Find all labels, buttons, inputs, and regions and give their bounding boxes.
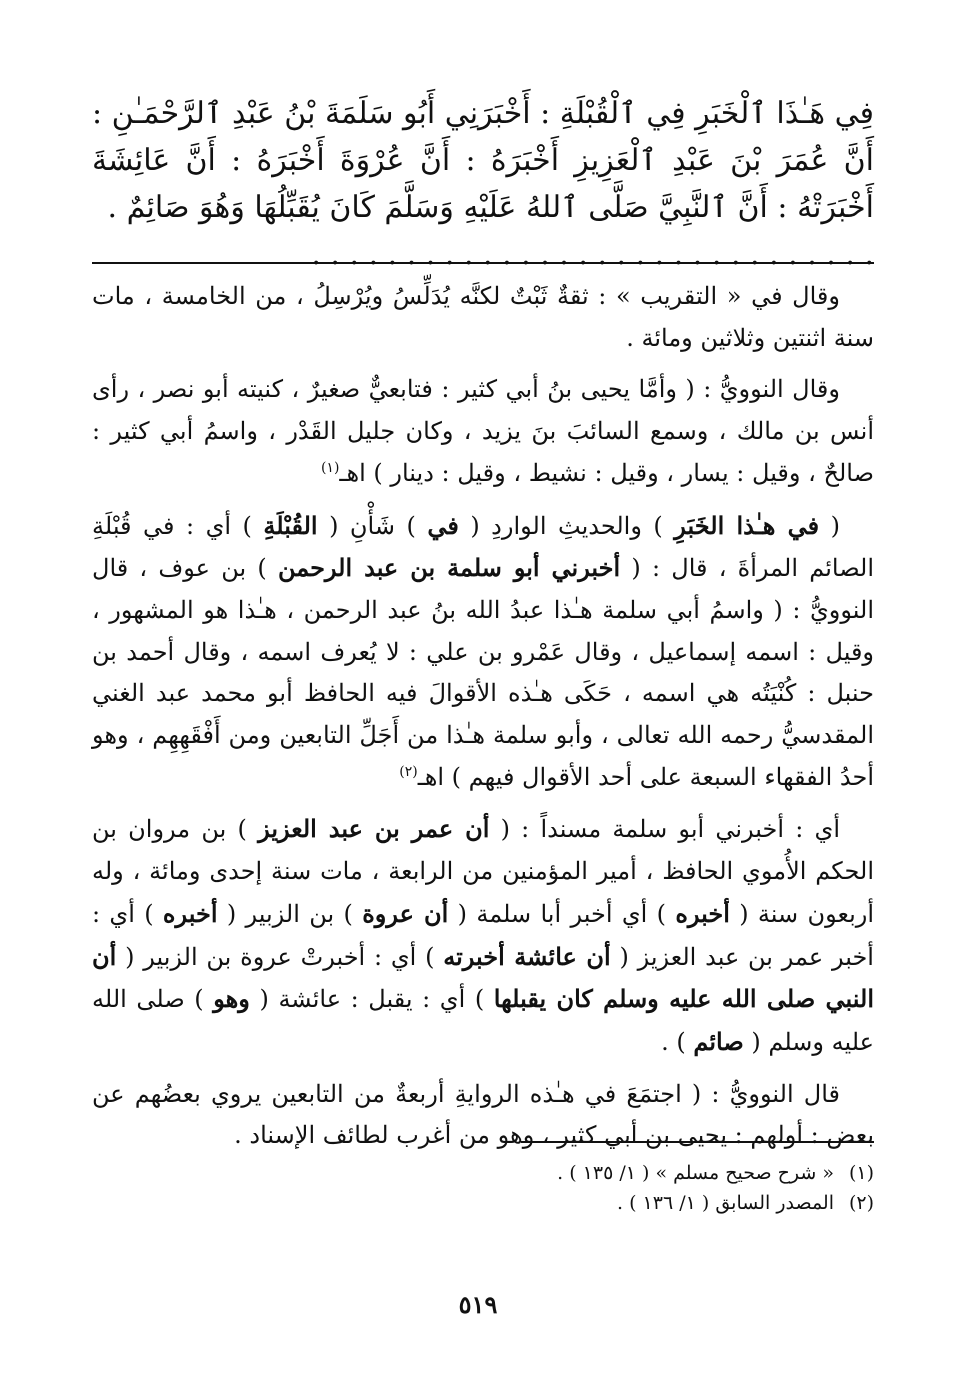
- footnote-text: المصدر السابق ( ١/ ١٣٦ ) .: [617, 1192, 834, 1214]
- footnote-ref-1[interactable]: (١): [320, 459, 340, 476]
- footnote-2: [92, 1188, 874, 1218]
- paragraph-taqrib: وقال في « التقريب » : ثقةٌ ثَبْتٌ لكنَّه يُدَلِّسُ ويُرْسِلُ ، من الخامسة ، مات سنة اثنتين وثلاثين ومائة .: [92, 282, 874, 352]
- footnote-ref-2[interactable]: (٢): [399, 763, 418, 780]
- matn-block: [92, 90, 874, 278]
- footnote-rule: [521, 1141, 874, 1143]
- footnote-1: [92, 1158, 874, 1188]
- separator-rule: [92, 262, 874, 264]
- dotted-line: . . . . . . . . . . . . . . . . . . . . . . . . . . . . . .: [311, 237, 874, 272]
- footnotes: [92, 1158, 874, 1218]
- footnote-number: (١): [848, 1162, 874, 1184]
- paragraph-nawawi-yahya: وقال النوويُّ : ( وأمَّا يحيى بنُ أبي كثير : فتابعيٌّ صغيرٌ ، كنيته أبو نصر ، رأى أنس بن مالك ، وسمع السائبَ بنَ يزيد ، وكان جليل القَدْر ، واسمُ أبي كثير : صالحٌ ، وقيل : يسار ، وقيل : نشيط ، وقيل : دينار ) اهـ$^{(١)}$: [92, 375, 874, 487]
- footnote-text: « شرح صحيح مسلم » ( ١/ ١٣٥ ) .: [557, 1162, 834, 1184]
- paragraph-isnad: أي : أخبرني أبو سلمة مسنداً : ( أن عمر بن عبد العزيز ) بن مروان بن الحكم الأُموي الحافظ ، أمير المؤمنين من الرابعة ، مات سنة إحدى ومائة ، وله أربعون سنة ( أخبره ) أي أخبر أبا سلمة ( أن عروة ) بن الزبير ( أخبره ) أي : أخبر عمر بن عبد العزيز ( أن عائشة أخبرته ) أي : أخبرتْ عروة بن الزبير ( أن النبي صلى الله عليه وسلم كان يقبلها ) أي : يقبل : عائشة ( وهو ) صلى الله عليه وسلم ( صائم ) .: [92, 814, 875, 1056]
- footnote-number: (٢): [848, 1192, 874, 1214]
- commentary: [92, 276, 874, 1167]
- page-number: ٥١٩: [458, 1290, 498, 1319]
- paragraph-qubla: ( في هـٰذا الخَبَرِ ) والحديثِ الواردِ ( في ) شَأْنِ ( القُبْلَةِ ) أي : في قُبْلَةِ الصائم المرأةَ ، قال : ( أخبرني أبو سلمة بن عبد الرحمن ) بن عوف ، قال النوويُّ : ( واسمُ أبي سلمة هـٰذا عبدُ الله بنُ عبد الرحمن ، هـٰذا هو المشهور ، وقيل : اسمه إسماعيل ، وقال عَمْرو بن علي : لا يُعرف اسمه ، وقال أحمد بن حنبل : كُنْيَتُه هي اسمه ، حَكَى هـٰذه الأقوالَ فيه الحافظ أبو محمد عبد الغني المقدسيُّ رحمه الله تعالى ، وأبو سلمة هـٰذا من أَجَلِّ التابعين ومن أَفْقَهِهِم ، وهو أحدُ الفقهاء السبعة على أحد الأقوال فيهم ) اهـ$^{(٢)}$: [92, 510, 874, 791]
- hadith-text: فِي هَـٰذَا ٱلْخَبَرِ فِي ٱلْقُبْلَةِ : أَخْبَرَنِي أَبُو سَلَمَةَ بْنُ عَبْدِ ٱلرَّحْمَـٰنِ : أَنَّ عُمَرَ بْنَ عَبْدِ ٱلْعَزِيزِ أَخْبَرَهُ : أَنَّ عُرْوَةَ أَخْبَرَهُ : أَنَّ عَائِشَةَ أَخْبَرَتْهُ : أَنَّ ٱلنَّبِيَّ صَلَّى ٱللهُ عَلَيْهِ وَسَلَّمَ كَانَ يُقَبِّلُهَا وَهُوَ صَائِمٌ .: [92, 96, 874, 225]
- paragraph-nawawi-tabiin: قال النوويُّ : ( اجتمَعَ في هـٰذه الروايةِ أربعةٌ من التابعين يروي بعضُهم عن بعض : أولهم : يحيى بن أبي كثير ، وهو من أغرب لطائف الإسناد .: [92, 1079, 874, 1150]
